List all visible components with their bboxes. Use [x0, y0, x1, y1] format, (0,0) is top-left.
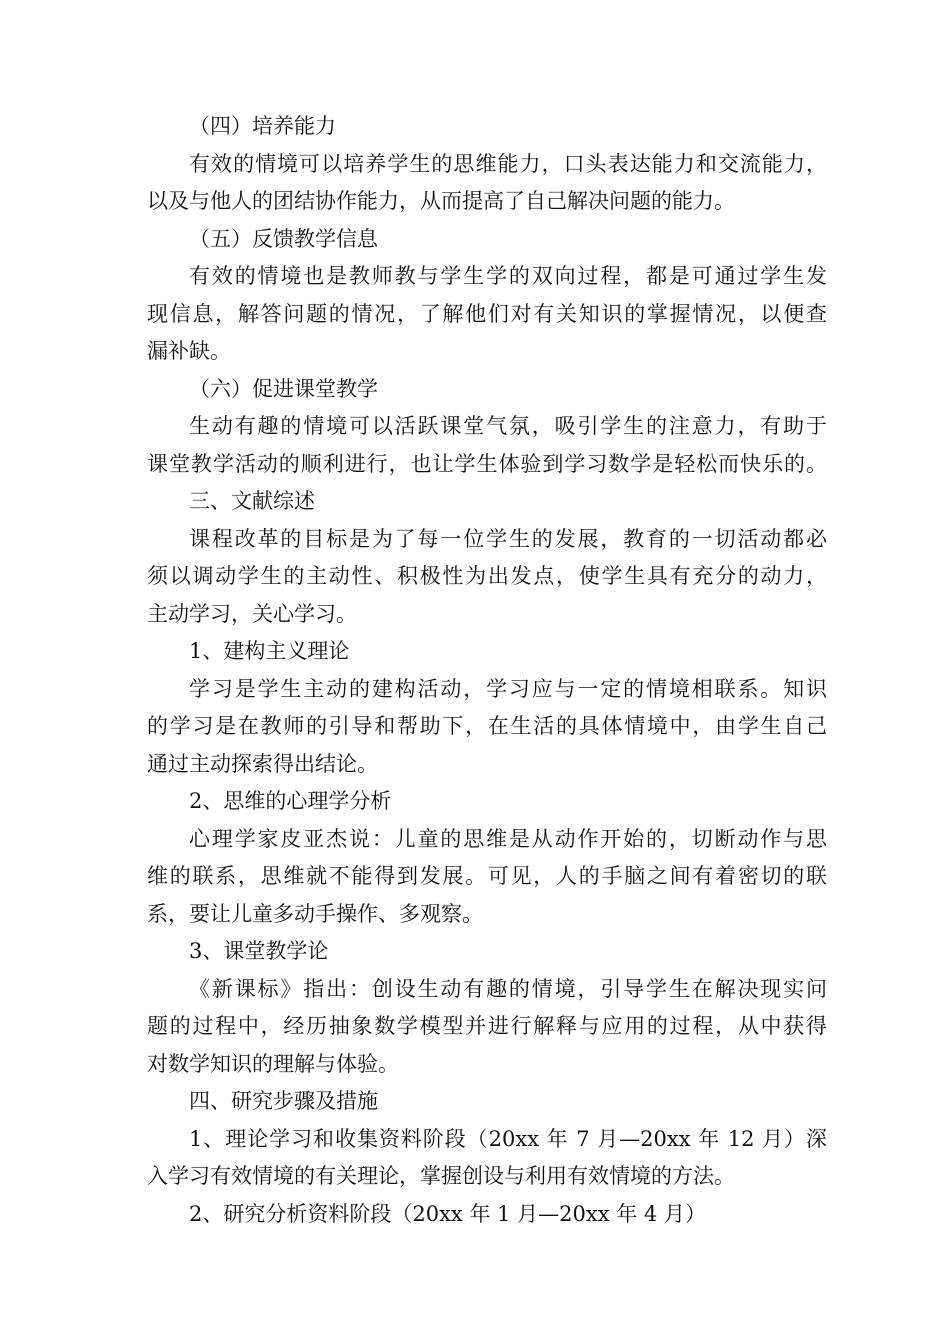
- text-line: 通过主动探索得出结论。: [147, 751, 378, 776]
- text-line: 入学习有效情境的有关理论，掌握创设与利用有效情境的方法。: [147, 1164, 735, 1188]
- document-body: [147, 108, 827, 1233]
- text-line: 心理学家皮亚杰说：儿童的思维是从动作开始的，切断动作与思: [189, 826, 827, 851]
- text-line: 对数学知识的理解与体验。: [147, 1051, 399, 1076]
- text-line: 主动学习，关心学习。: [147, 601, 357, 626]
- text-line: 《新课标》指出：创设生动有趣的情境，引导学生在解决现实问: [189, 976, 827, 1001]
- text-line: 题的过程中，经历抽象数学模型并进行解释与应用的过程，从中获得: [147, 1014, 827, 1038]
- text-line: （六）促进课堂教学: [189, 376, 378, 401]
- text-line: 有效的情境也是教师教与学生学的双向过程，都是可通过学生发: [189, 264, 827, 288]
- text-line: 1、建构主义理论: [189, 639, 350, 663]
- text-line: 现信息，解答问题的情况，了解他们对有关知识的掌握情况，以便查: [147, 301, 827, 326]
- text-line: （五）反馈教学信息: [189, 226, 378, 251]
- text-line: 课程改革的目标是为了每一位学生的发展，教育的一切活动都必: [189, 526, 827, 551]
- text-line: 1、理论学习和收集资料阶段（20xx 年 7 月—20xx 年 12 月）深: [189, 1126, 827, 1151]
- text-line: 的学习是在教师的引导和帮助下，在生活的具体情境中，由学生自己: [147, 714, 827, 738]
- text-line: 2、思维的心理学分析: [189, 789, 392, 813]
- text-line: 学习是学生主动的建构活动，学习应与一定的情境相联系。知识: [189, 676, 827, 701]
- text-line: 2、研究分析资料阶段（20xx 年 1 月—20xx 年 4 月）: [189, 1201, 706, 1226]
- text-line: 四、研究步骤及措施: [189, 1089, 378, 1113]
- text-line: 系，要让儿童多动手操作、多观察。: [147, 901, 483, 926]
- text-line: 3、课堂教学论: [189, 939, 329, 963]
- text-line: 须以调动学生的主动性、积极性为出发点，使学生具有充分的动力，: [147, 564, 827, 588]
- text-line: 维的联系，思维就不能得到发展。可见，人的手脑之间有着密切的联: [147, 864, 827, 888]
- text-line: 漏补缺。: [147, 339, 231, 363]
- text-line: 以及与他人的团结协作能力，从而提高了自己解决问题的能力。: [147, 189, 735, 213]
- text-line: 课堂教学活动的顺利进行，也让学生体验到学习数学是轻松而快乐的。: [147, 451, 827, 476]
- text-line: 三、文献综述: [189, 489, 315, 513]
- text-line: 有效的情境可以培养学生的思维能力，口头表达能力和交流能力，: [189, 151, 827, 176]
- text-line: 生动有趣的情境可以活跃课堂气氛，吸引学生的注意力，有助于: [189, 414, 827, 438]
- text-line: （四）培养能力: [189, 114, 336, 138]
